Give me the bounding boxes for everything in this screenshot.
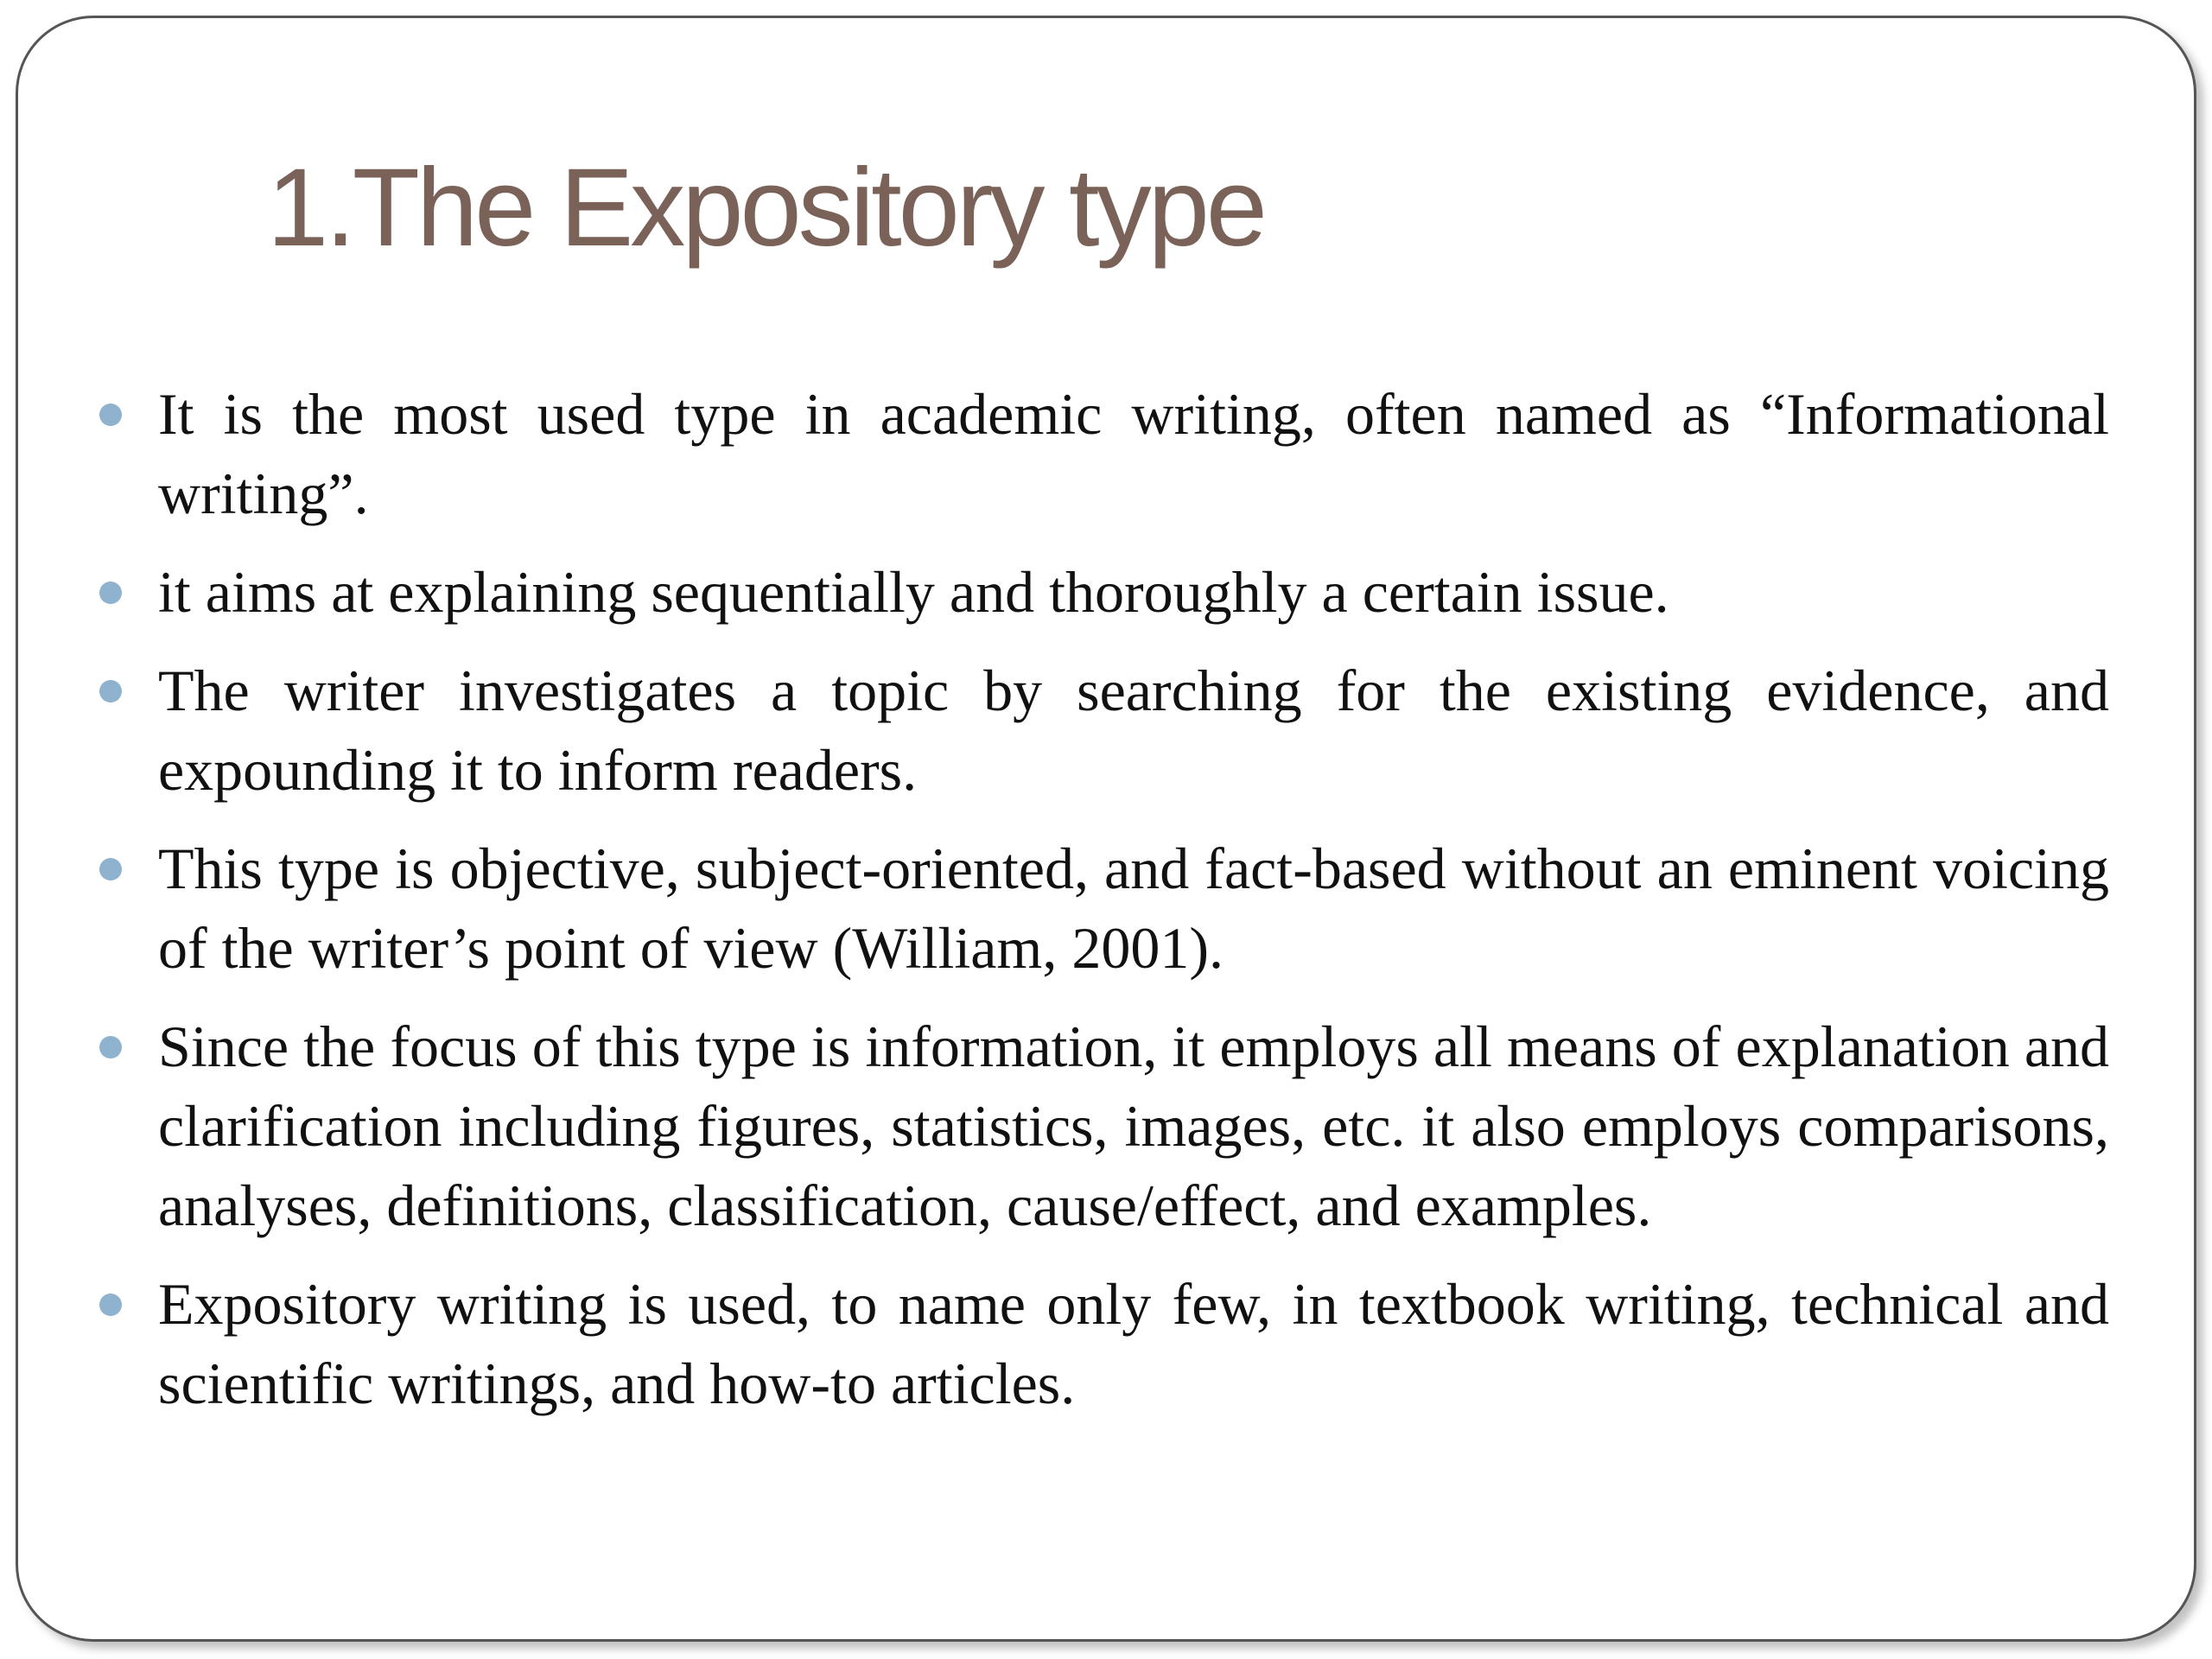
bullet-dot-icon [99, 680, 122, 702]
slide-frame [16, 16, 2196, 1642]
bullet-dot-icon [99, 404, 122, 426]
bullet-list [18, 374, 2109, 1442]
bullet-text: it aims at explaining sequentially and thoroughly a certain issue. [158, 559, 1669, 625]
bullet-text: It is the most used type in academic writing, often named as “Informational writing”. [158, 381, 2109, 526]
bullet-item [18, 829, 2109, 988]
slide-title: 1.The Expository type [267, 146, 1264, 270]
bullet-text: This type is objective, subject-oriented, and fact-based without an eminent voicing of the writer’s point of view (William, 2001). [158, 836, 2109, 981]
bullet-item [18, 374, 2109, 533]
bullet-item [18, 1007, 2109, 1245]
bullet-text: Expository writing is used, to name only few, in textbook writing, technical and scientific writings, and how-to articles. [158, 1271, 2109, 1416]
bullet-item [18, 552, 2109, 632]
bullet-dot-icon [99, 1294, 122, 1316]
bullet-dot-icon [99, 1036, 122, 1058]
bullet-text: The writer investigates a topic by searching for the existing evidence, and expounding it to inform readers. [158, 658, 2109, 803]
bullet-item [18, 1264, 2109, 1423]
bullet-dot-icon [99, 858, 122, 880]
bullet-item [18, 651, 2109, 810]
bullet-dot-icon [99, 582, 122, 604]
bullet-text: Since the focus of this type is information, it employs all means of explanation and clarification including figures, statistics, images, etc. it also employs comparisons, analyses, definitions, classification, cause/effect, and examples. [158, 1014, 2109, 1238]
